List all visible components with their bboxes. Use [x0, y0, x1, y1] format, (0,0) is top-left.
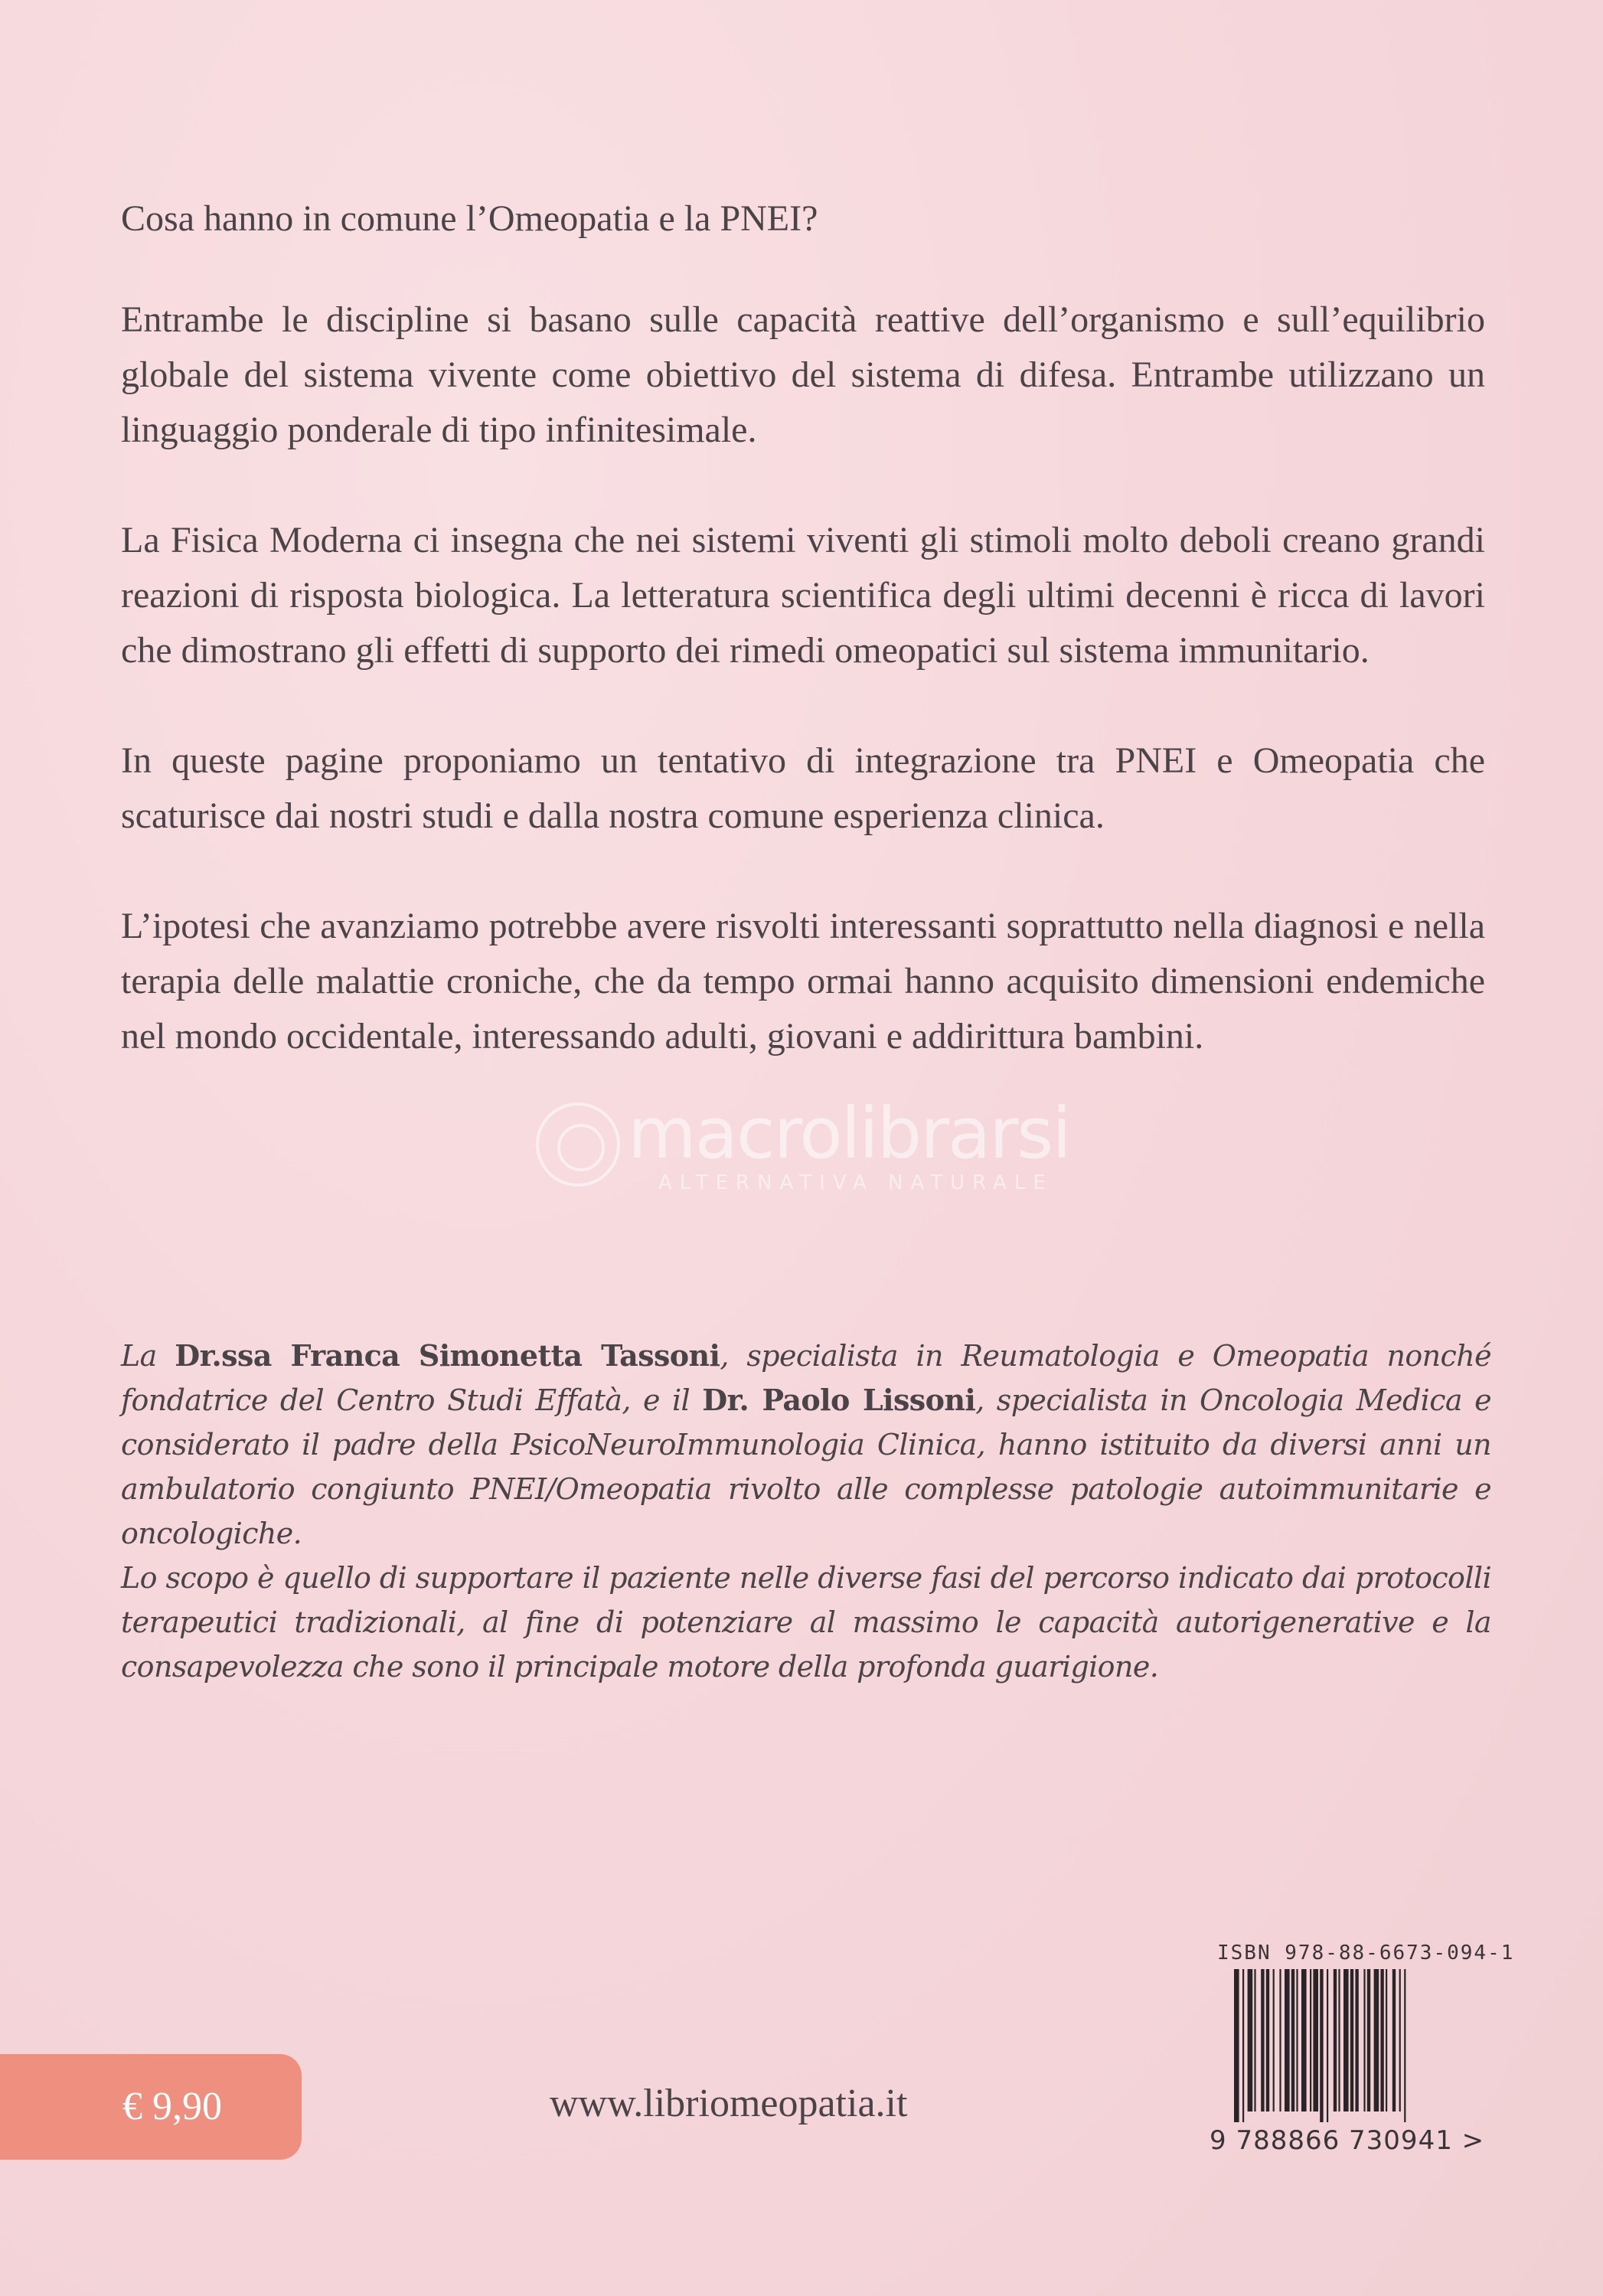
bio-paragraph-1 [121, 1334, 1491, 1556]
paragraph-3: In queste pagine proponiamo un tentativo di integrazione tra PNEI e Omeopatia che scaturisce dai nostri studi e dalla nostra comune esperienza clinica. [121, 740, 1485, 836]
bio-prefix: La [121, 1339, 175, 1373]
watermark-logo-icon [536, 1102, 620, 1187]
paragraph-4: L’ipotesi che avanziamo potrebbe avere risvolti interessanti soprattutto nella diagnosi e nella terapia delle malattie croniche, che da tempo ormai hanno acquisito dimensioni endemiche nel mondo occidentale, interessando adulti, giovani e addirittura bambini. [121, 906, 1485, 1057]
description-text [121, 191, 1485, 1119]
isbn-label: ISBN 978-88-6673-094-1 [1217, 1942, 1515, 1965]
author-bio [121, 1334, 1491, 1689]
bio-paragraph-2: Lo scopo è quello di supportare il paziente nelle diverse fasi del percorso indicato dai protocolli terapeutici tradizionali, al fine di potenziare al massimo le capacità autorigenerative e la consapevolezza che sono il principale motore della profonda guarigione. [121, 1561, 1491, 1684]
watermark-tagline: ALTERNATIVA NATURALE [658, 1171, 1053, 1194]
bio-mid: , specialista in Reumatologia e Omeopatia nonché fondatrice del Centro Studi Effatà, e il [121, 1339, 1492, 1417]
intro-question: Cosa hanno in comune l’Omeopatia e la PNEI? [121, 198, 818, 239]
author-1: Dr.ssa Franca Simonetta Tassoni [175, 1338, 720, 1373]
bio-suffix: , specialista in Oncologia Medica e considerato il padre della PsicoNeuroImmunologia Clinica, hanno istituito da diversi anni un ambulatorio congiunto PNEI/Omeopatia rivolto alle complesse patologie autoimmunitarie e oncologiche. [121, 1383, 1491, 1550]
website-url[interactable]: www.libriomeopatia.it [550, 2082, 908, 2125]
barcode-digits: 9 788866 730941 > [1210, 2125, 1485, 2156]
barcode-icon [1232, 1969, 1476, 2122]
price-badge: € 9,90 [0, 2054, 302, 2160]
watermark [536, 1092, 1087, 1202]
paragraph-2: La Fisica Moderna ci insegna che nei sistemi viventi gli stimoli molto deboli creano grandi reazioni di risposta biologica. La letteratura scientifica degli ultimi decenni è ricca di lavori che dimostrano gli effetti di supporto dei rimedi omeopatici sul sistema immunitario. [121, 520, 1485, 671]
paragraph-1: Entrambe le discipline si basano sulle capacità reattive dell’organismo e sull’equilibrio globale del sistema vivente come obiettivo del sistema di difesa. Entrambe utilizzano un linguaggio ponderale di tipo infinitesimale. [121, 299, 1485, 450]
author-2: Dr. Paolo Lissoni [702, 1383, 976, 1417]
watermark-name: macrolibrarsi [628, 1092, 1070, 1174]
